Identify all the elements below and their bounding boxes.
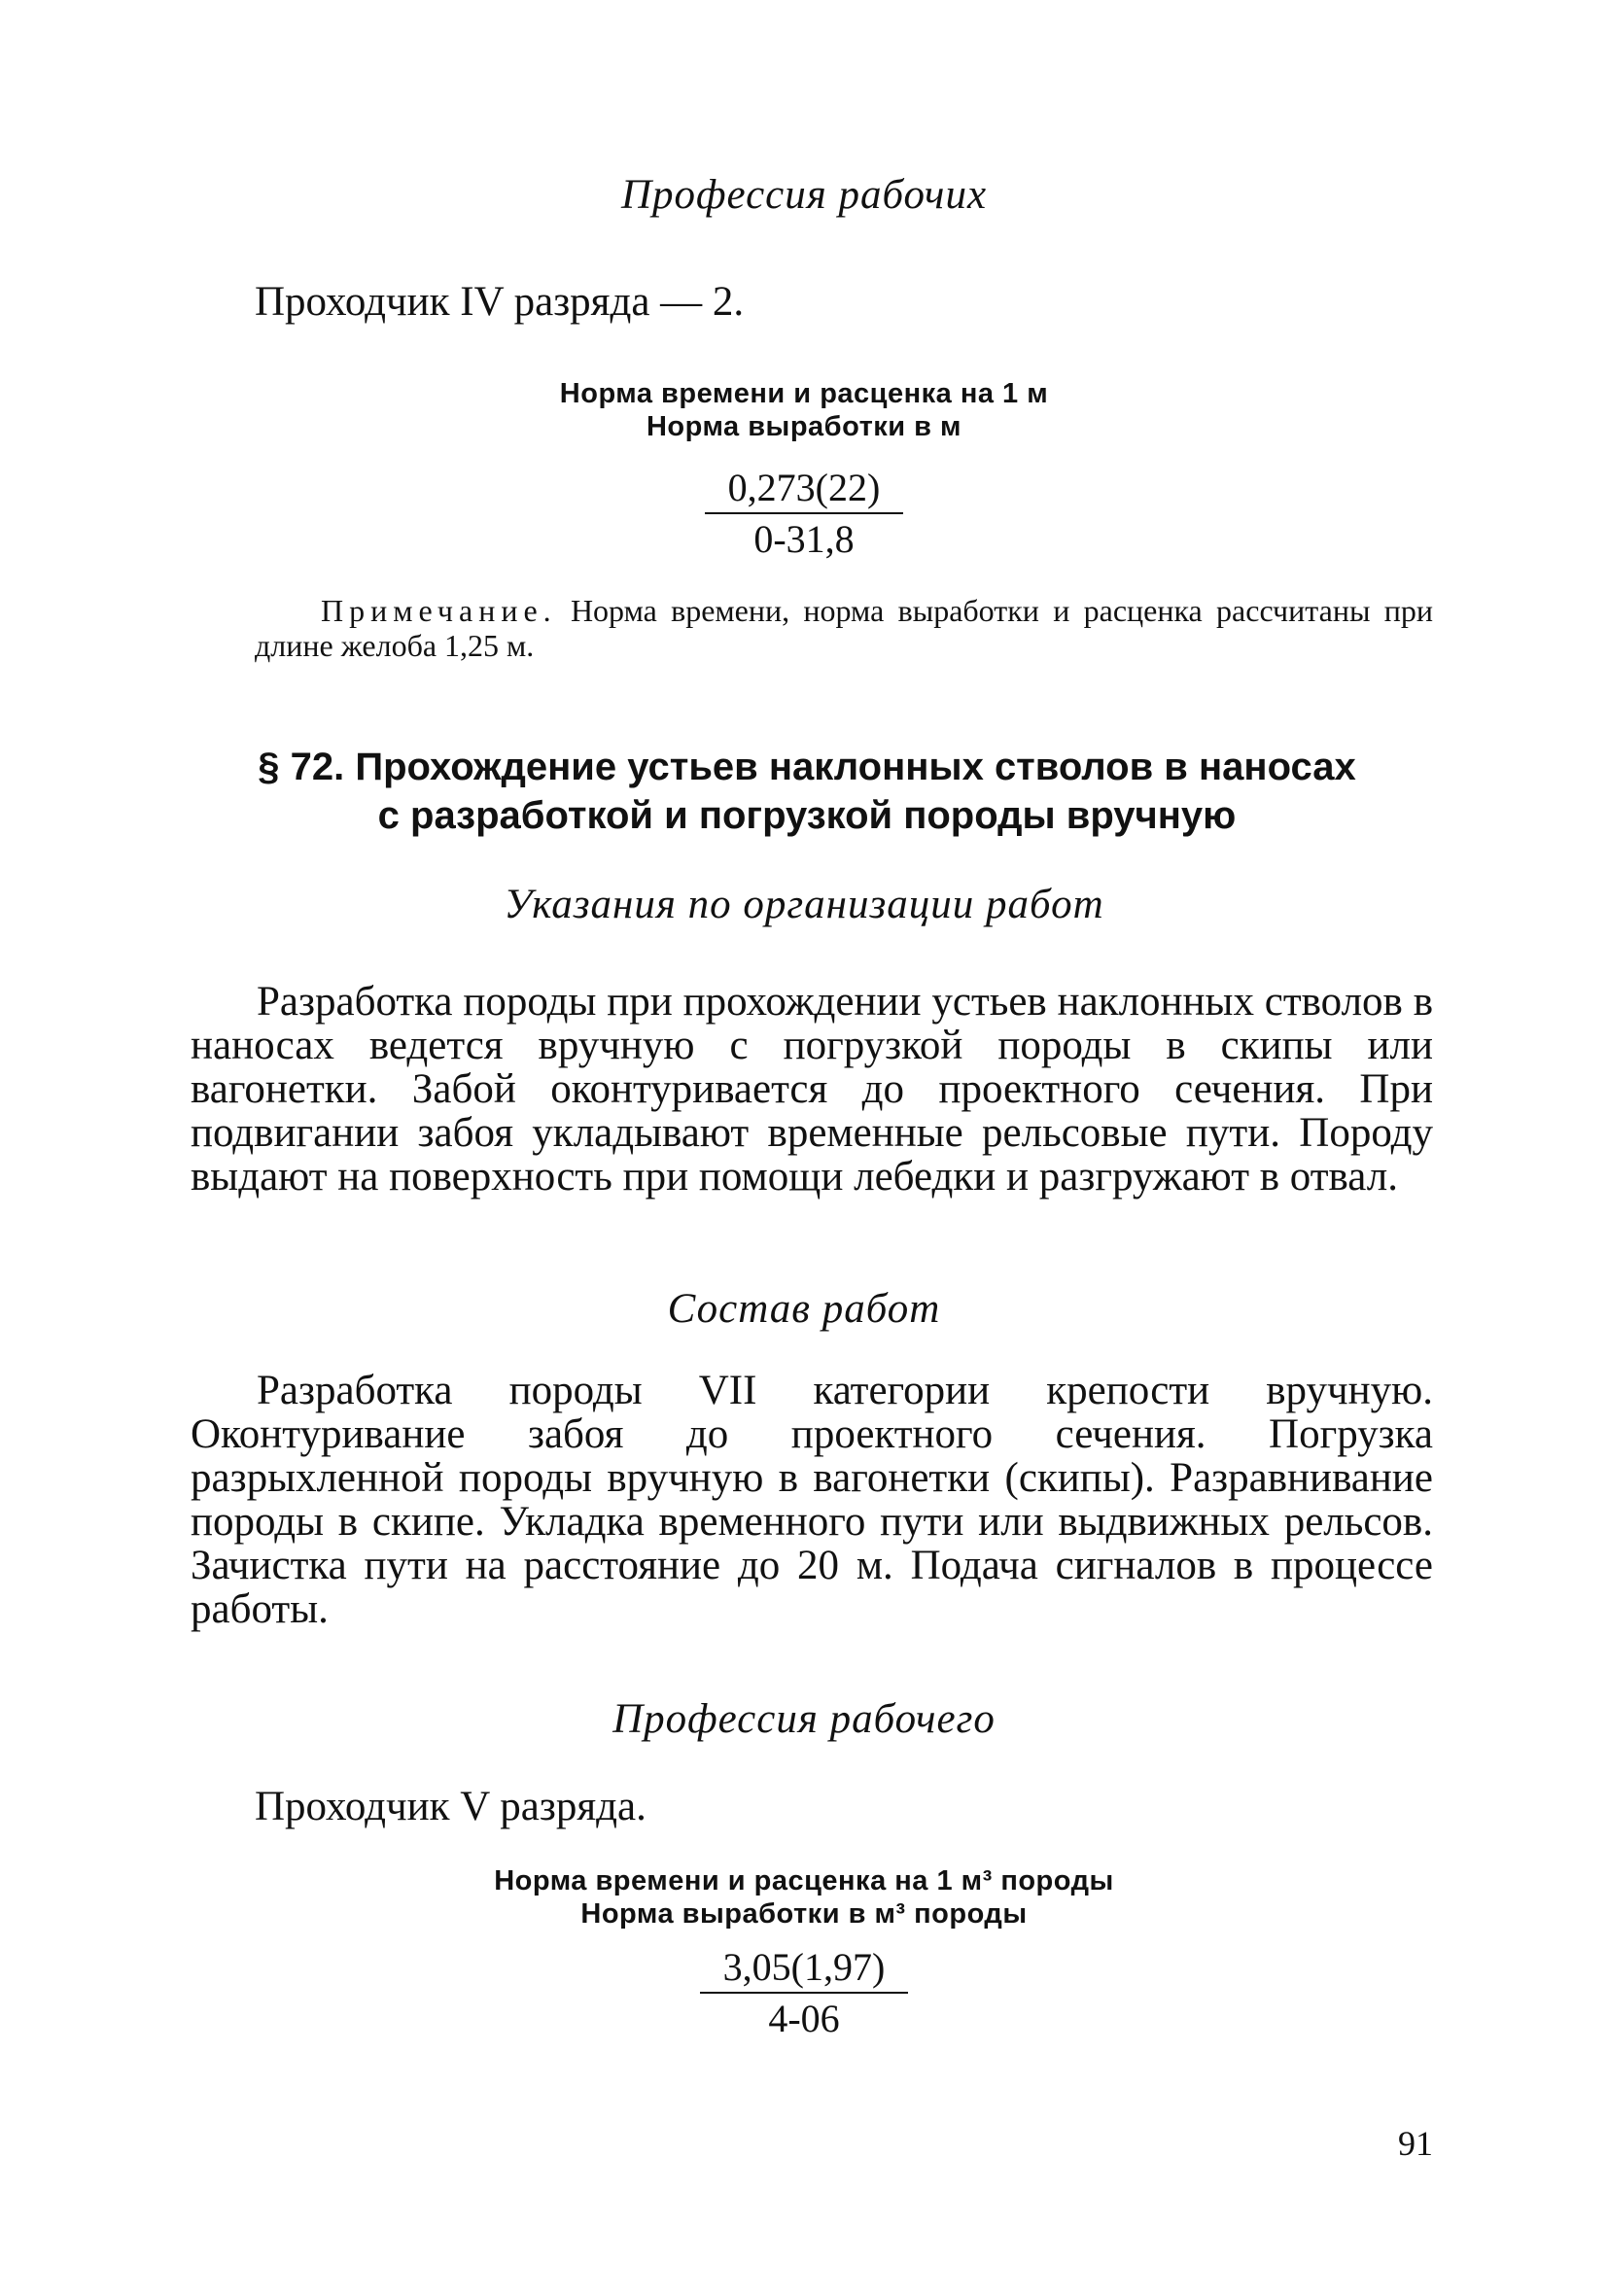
instructions-heading: Указания по организации работ: [504, 882, 1104, 927]
profession-heading-1: Профессия рабочих: [620, 172, 988, 218]
worker-line-1: Проходчик IV разряда — 2.: [255, 279, 745, 325]
norm-caption-1-line1: Норма времени и расценка на 1 м: [559, 378, 1049, 409]
norm-caption-2: [0, 1864, 1608, 1931]
note-text: Норма времени, норма выработки и расценка рассчитаны при длине желоба 1,25 м.: [255, 593, 1433, 663]
profession-heading-2: Профессия рабочего: [612, 1696, 996, 1742]
norm-caption-1: [0, 377, 1608, 443]
norm-fraction-2: [0, 1944, 1608, 2041]
instructions-paragraph: Разработка породы при прохождении устьев наклонных стволов в наносах ведется вручную с погрузкой породы в скипы или вагонетки. Забой оконтуривается до проектного сечения. При подвигании забоя укладывают временные рельсовые пути. Породу выдают на поверхность при помощи лебедки и разгружают в отвал.: [191, 979, 1433, 1200]
worker-line-2: Проходчик V разряда.: [255, 1784, 647, 1829]
section-title-line1: § 72. Прохождение устьев наклонных стволов в наносах: [258, 746, 1356, 788]
fraction-2-numerator: 3,05(1,97): [700, 1944, 909, 1994]
composition-paragraph: Разработка породы VII категории крепости вручную. Оконтуривание забоя до проектного сечения. Погрузка разрыхленной породы вручную в вагонетки (скипы). Разравнивание породы в скипе. Укладка временного пути или выдвижных рельсов. Зачистка пути на расстояние до 20 м. Подача сигналов в процессе работы.: [191, 1368, 1433, 1632]
composition-heading: Состав работ: [667, 1286, 941, 1332]
norm-caption-2-line2: Норма выработки в м³ породы: [580, 1898, 1028, 1930]
section-title: [175, 743, 1439, 840]
norm-caption-1-line2: Норма выработки в м: [646, 411, 962, 442]
page-number: 91: [1398, 2124, 1433, 2163]
fraction-2-denominator: 4-06: [768, 1997, 840, 2040]
note-paragraph: [255, 593, 1433, 663]
norm-fraction-1: [0, 465, 1608, 562]
fraction-1-numerator: 0,273(22): [705, 465, 904, 514]
fraction-1-denominator: 0-31,8: [753, 517, 855, 561]
note-label: Примечание.: [321, 593, 557, 628]
section-title-line2: с разработкой и погрузкой породы вручную: [377, 794, 1237, 837]
norm-caption-2-line1: Норма времени и расценка на 1 м³ породы: [494, 1865, 1114, 1896]
